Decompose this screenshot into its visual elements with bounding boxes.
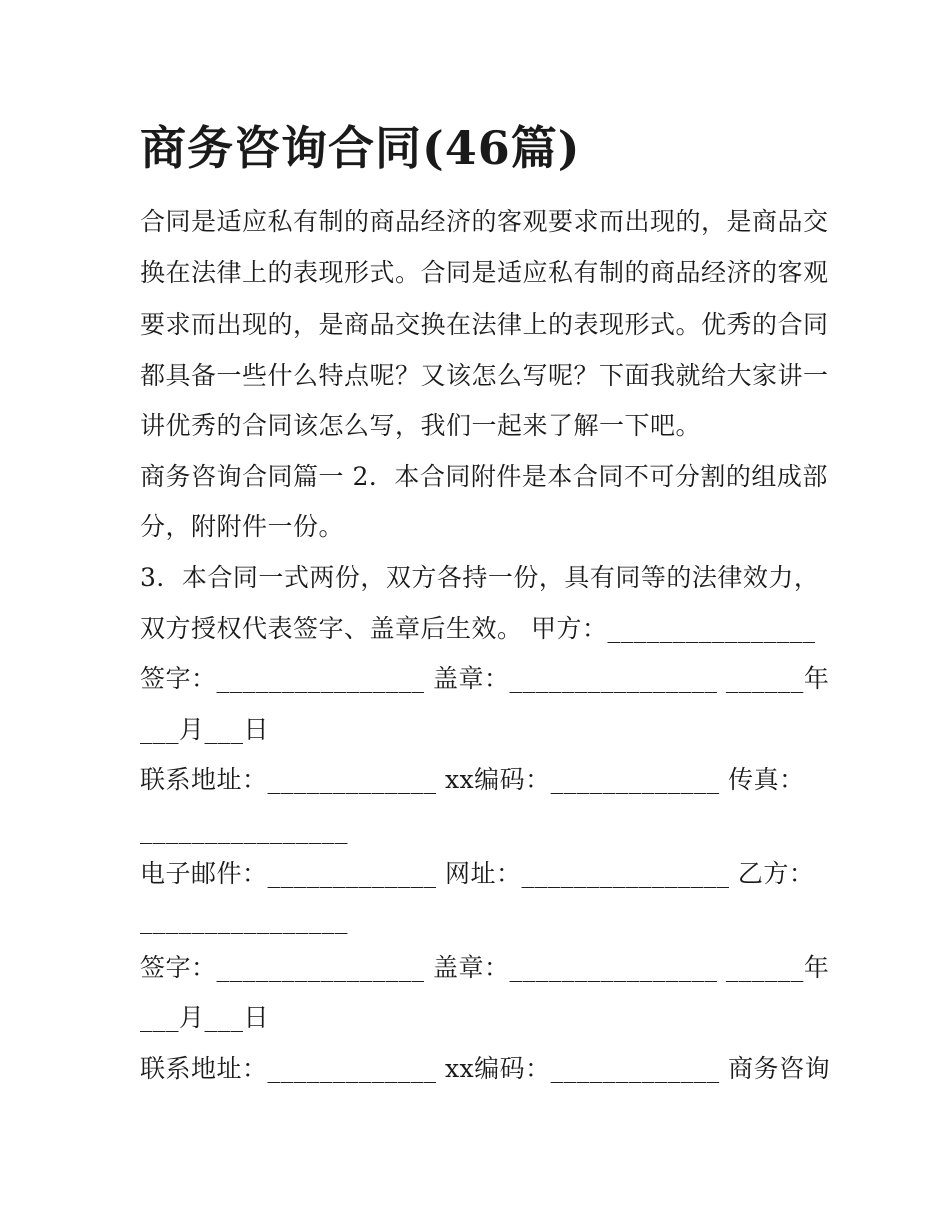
body-line: 电子邮件：_____________ 网址：________________ 乙方： bbox=[140, 859, 815, 888]
body-line: 都具备一些什么特点呢？又该怎么写呢？下面我就给大家讲一 bbox=[140, 361, 829, 390]
body-line: 要求而出现的，是商品交换在法律上的表现形式。优秀的合同 bbox=[140, 310, 829, 339]
body-line: 联系地址：_____________ xx编码：_____________ 传真： bbox=[140, 765, 805, 794]
body-line: ___月___日 bbox=[140, 715, 270, 744]
body-line: 换在法律上的表现形式。合同是适应私有制的商品经济的客观 bbox=[140, 258, 829, 287]
body-line: 3．本合同一式两份，双方各持一份，具有同等的法律效力， bbox=[140, 563, 820, 592]
body-line: 双方授权代表签字、盖章后生效。 甲方：________________ bbox=[140, 614, 816, 643]
body-line: ___月___日 bbox=[140, 1003, 270, 1032]
document-title: 商务咨询合同(46篇) bbox=[140, 121, 581, 175]
body-line: 签字：________________ 盖章：________________ ______年 bbox=[140, 953, 830, 982]
body-line: 联系地址：_____________ xx编码：_____________ 商务咨询 bbox=[140, 1054, 831, 1083]
body-line: 签字：________________ 盖章：________________ ______年 bbox=[140, 664, 830, 693]
body-line: 合同是适应私有制的商品经济的客观要求而出现的，是商品交 bbox=[140, 207, 829, 236]
body-line: 分，附附件一份。 bbox=[140, 512, 345, 541]
body-line: 商务咨询合同篇一 2．本合同附件是本合同不可分割的组成部 bbox=[140, 462, 828, 491]
body-line: ________________ bbox=[140, 905, 348, 934]
body-line: ________________ bbox=[140, 815, 348, 844]
body-line: 讲优秀的合同该怎么写，我们一起来了解一下吧。 bbox=[140, 411, 702, 440]
